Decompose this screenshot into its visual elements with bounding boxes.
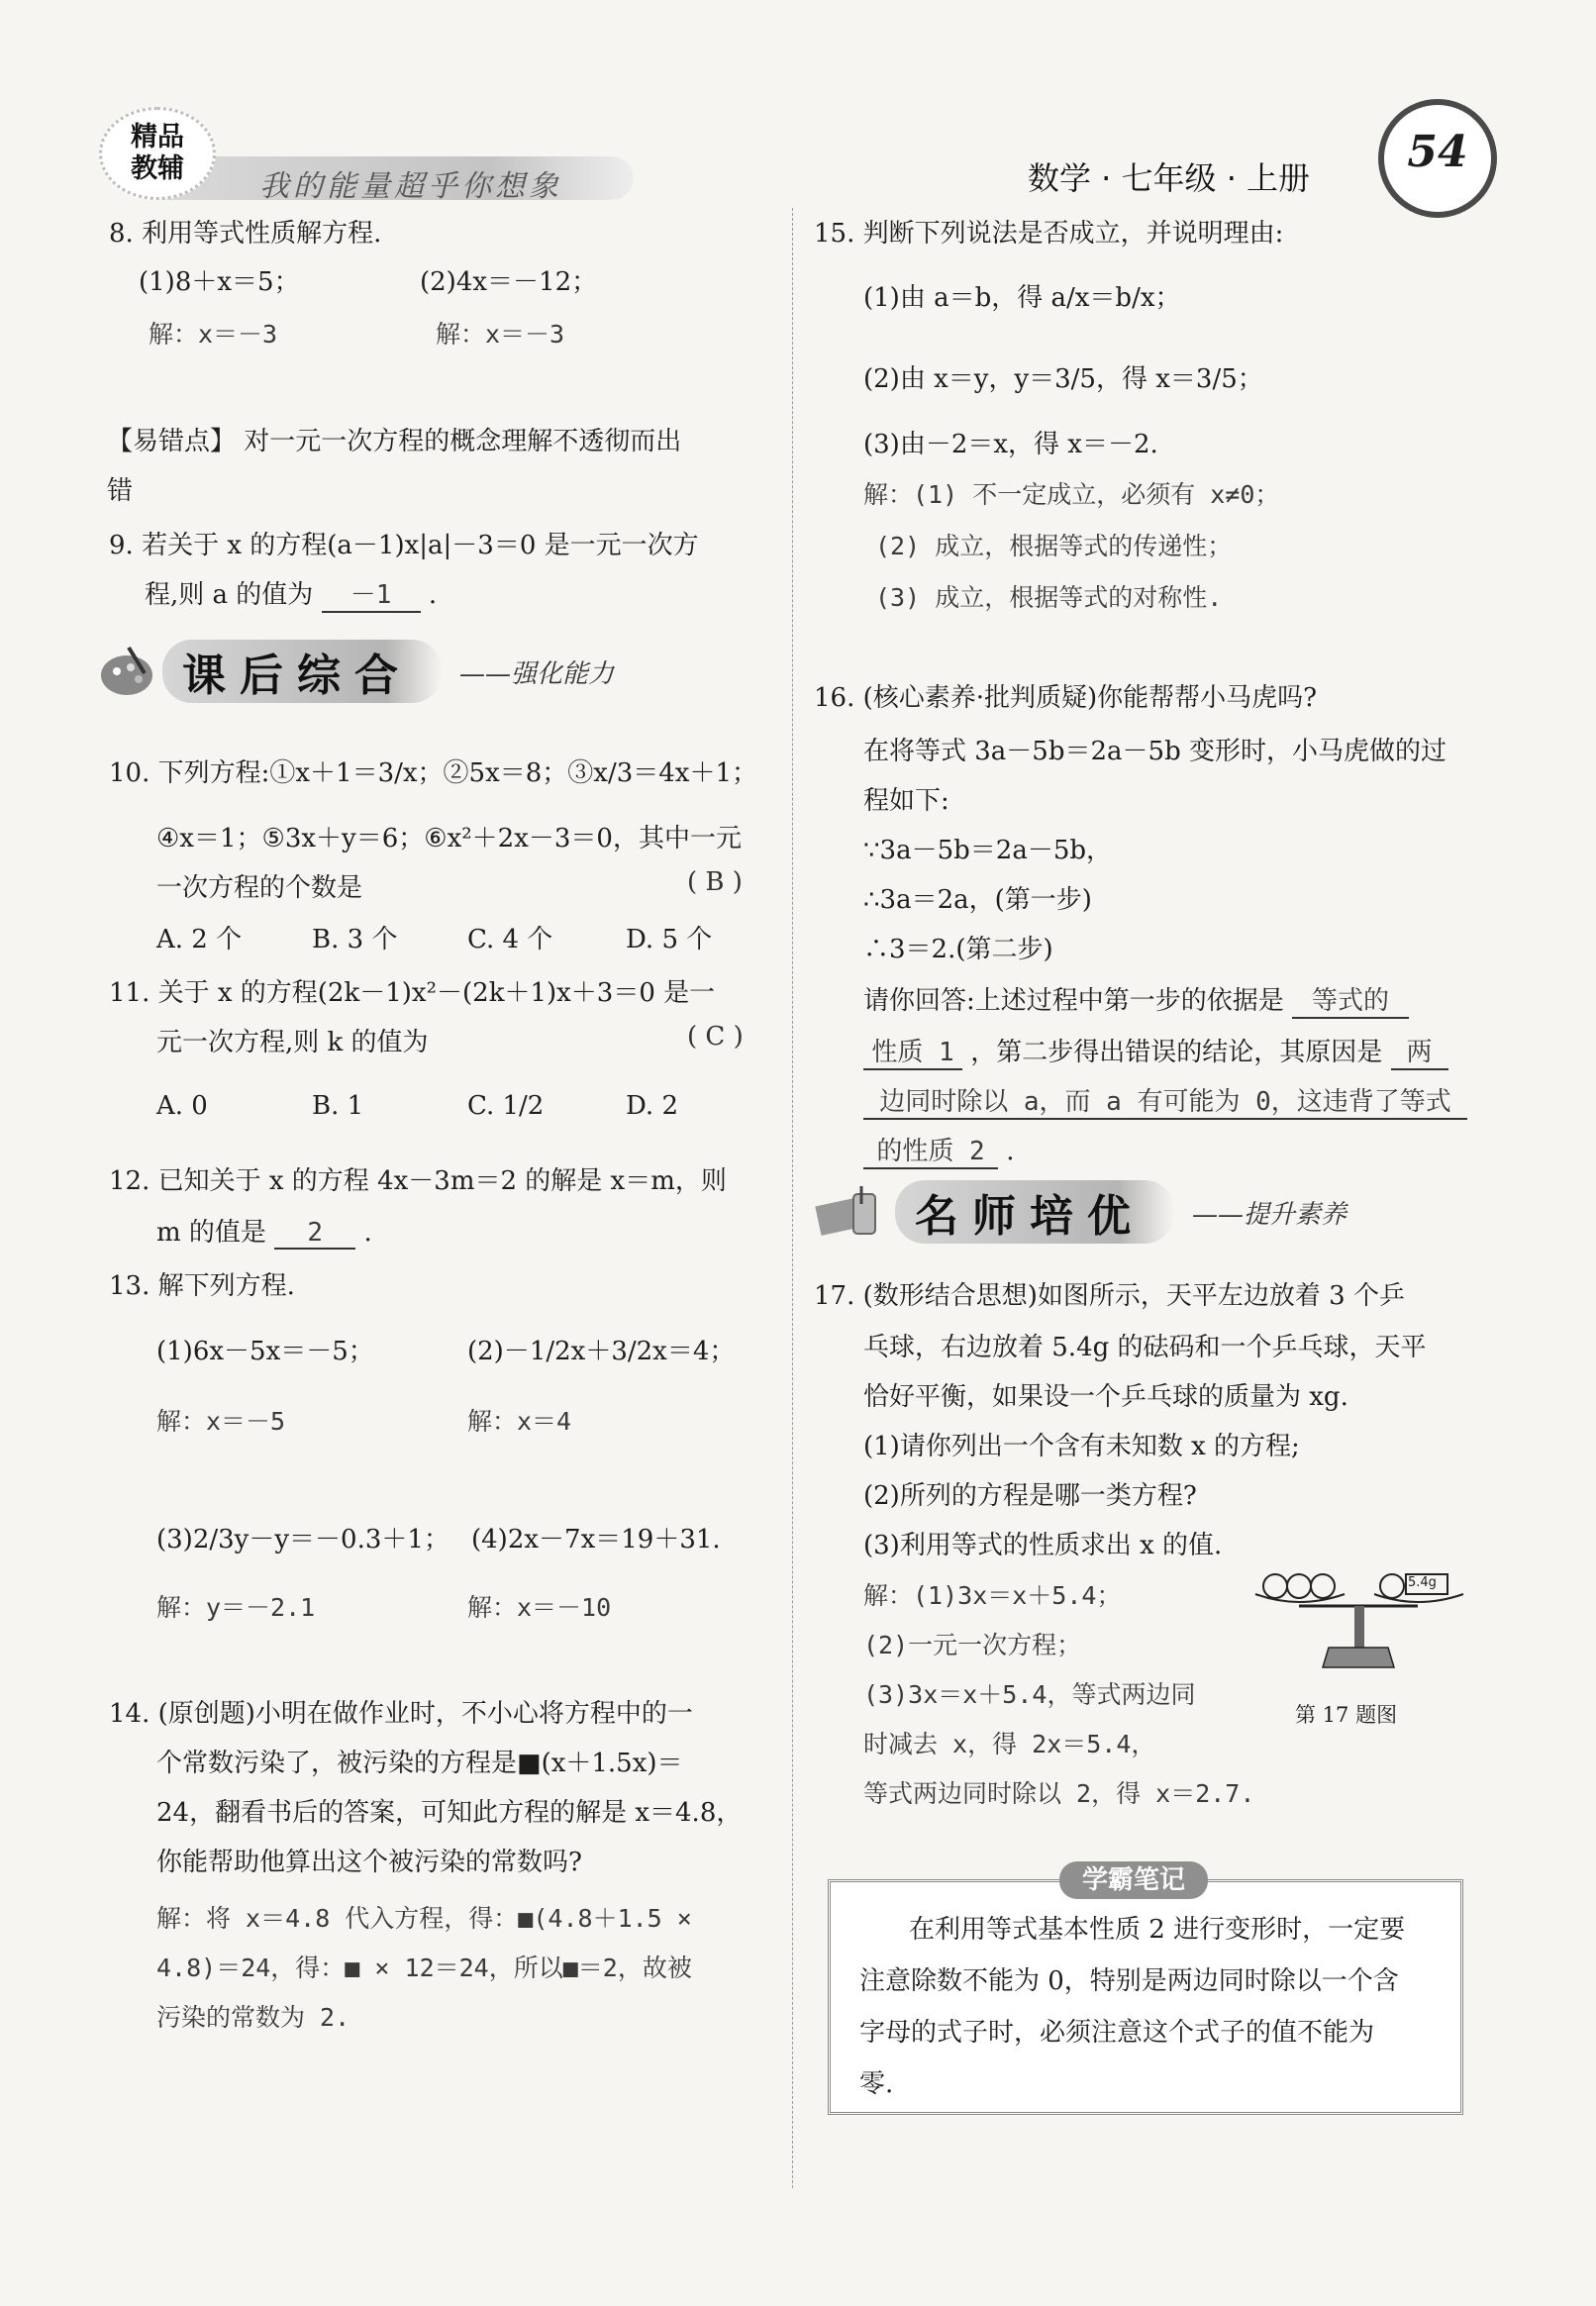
q13-answer4: 解：x＝－10 [467, 1593, 612, 1622]
q12-line2-post: . [363, 1218, 372, 1248]
page-number: 54 [1378, 99, 1497, 218]
q13-part1: (1)6x－5x＝－5； [156, 1337, 374, 1366]
q17-line3: 恰好平衡，如果设一个乒乓球的质量为 xg. [863, 1382, 1348, 1412]
section-excellence [814, 1180, 1347, 1244]
section-subtitle: ——强化能力 [459, 658, 615, 689]
q17-part3: (3)利用等式的性质求出 x 的值. [863, 1531, 1223, 1560]
q14-line3: 24，翻看书后的答案，可知此方程的解是 x＝4.8， [156, 1798, 743, 1828]
q10-option-c: C. 4 个 [467, 925, 553, 954]
q8-answer2: 解：x＝－3 [436, 320, 565, 349]
q10-line2: ④x＝1；⑤3x＋y＝6；⑥x²＋2x－3＝0，其中一元 [156, 824, 742, 853]
q16-step1: ∴3a＝2a，(第一步) [863, 885, 1092, 915]
q16-blank2b: 边同时除以 a，而 a 有可能为 0，这违背了等式 [863, 1081, 1467, 1120]
q11-option-d: D. 2 [626, 1091, 678, 1121]
q9-line1: 9. 若关于 x 的方程(a－1)x|a|－3＝0 是一元一次方 [109, 531, 699, 560]
q16-question-end: . [1006, 1137, 1015, 1166]
q11-option-c: C. 1/2 [467, 1091, 545, 1121]
q10-line3: 一次方程的个数是 [156, 873, 363, 903]
logo [99, 107, 216, 200]
study-note-title: 学霸笔记 [1059, 1861, 1208, 1899]
q14-line1: 14. (原创题)小明在做作业时，不小心将方程中的一 [109, 1699, 693, 1729]
q16-line3: 程如下: [863, 786, 949, 816]
q10-option-d: D. 5 个 [626, 925, 713, 954]
mistake-line2: 错 [107, 476, 134, 506]
q16-question-line4 [863, 1131, 1015, 1169]
q15-answer3: (3) 成立，根据等式的对称性. [875, 583, 1223, 612]
q16-blank2a: 两 [1391, 1032, 1448, 1070]
section-title-2: 名师培优 [895, 1180, 1174, 1244]
q16-step0: ∵3a－5b＝2a－5b， [863, 836, 1112, 865]
palette-icon [99, 644, 158, 699]
q15-part3: (3)由－2＝x，得 x＝－2. [863, 430, 1158, 459]
tagline: 我的能量超乎你想象 [259, 169, 562, 204]
q17-answer3: (3)3x＝x＋5.4，等式两边同 [863, 1680, 1196, 1709]
q15-part1: (1)由 a＝b，得 a/x＝b/x； [863, 283, 1181, 313]
q13-answer1: 解：x＝－5 [156, 1407, 286, 1436]
q8-part2: (2)4x＝－12； [420, 267, 598, 297]
section-title: 课后综合 [162, 640, 442, 703]
note-line: 在利用等式基本性质 2 进行变形时，一定要 [909, 1915, 1406, 1945]
q13-part4: (4)2x－7x＝19＋31. [471, 1525, 721, 1554]
q14-line2: 个常数污染了，被污染的方程是■(x＋1.5x)＝ [156, 1749, 683, 1778]
q9-answer: －1 [322, 574, 421, 613]
q15-answer2: (2) 成立，根据等式的传递性； [875, 532, 1233, 560]
q16-question-pre: 请你回答:上述过程中第一步的依据是 [863, 986, 1284, 1016]
q8-answer1: 解：x＝－3 [149, 320, 278, 349]
q17-line2: 乓球，右边放着 5.4g 的砝码和一个乒乓球，天平 [863, 1333, 1427, 1362]
q16-blank1b: 性质 1 [863, 1032, 962, 1070]
q10-option-a: A. 2 个 [156, 925, 243, 954]
q17-part1: (1)请你列出一个含有未知数 x 的方程; [863, 1432, 1300, 1461]
q15-part2: (2)由 x＝y，y＝3/5，得 x＝3/5； [863, 364, 1263, 394]
q13-answer3: 解：y＝－2.1 [156, 1593, 316, 1622]
q17-part2: (2)所列的方程是哪一类方程? [863, 1481, 1197, 1511]
q11-line2: 元一次方程,则 k 的值为 [156, 1028, 429, 1057]
column-divider [792, 208, 793, 2188]
q10-line1: 10. 下列方程:①x＋1＝3/x；②5x＝8；③x/3＝4x＋1； [109, 758, 758, 788]
q11-line1: 11. 关于 x 的方程(2k－1)x²－(2k＋1)x＋3＝0 是一 [109, 978, 716, 1008]
q13-part2: (2)－1/2x＋3/2x＝4； [467, 1337, 736, 1366]
q14-answer1: 解：将 x＝4.8 代入方程，得：■(4.8＋1.5 × [156, 1904, 692, 1933]
q17-answer1: 解：(1)3x＝x＋5.4； [863, 1581, 1122, 1610]
q15-answer1: 解：(1) 不一定成立，必须有 x≠0； [863, 480, 1280, 509]
logo-top: 精品 [131, 122, 184, 152]
q16-step2: ∴3＝2.(第二步) [863, 935, 1053, 964]
q11-answer: ( C ) [687, 1022, 744, 1052]
q17-answer4: 时减去 x，得 2x＝5.4， [863, 1730, 1156, 1758]
mistake-line1: 【易错点】 对一元一次方程的概念理解不透彻而出 [107, 427, 682, 456]
q11-option-a: A. 0 [156, 1091, 208, 1121]
q14-answer3: 污染的常数为 2. [156, 2003, 350, 2032]
figure-caption: 第 17 题图 [1295, 1703, 1398, 1727]
logo-bottom: 教辅 [131, 153, 184, 184]
q12-line1: 12. 已知关于 x 的方程 4x－3m＝2 的解是 x＝m，则 [109, 1166, 727, 1196]
q10-option-b: B. 3 个 [312, 925, 398, 954]
section-subtitle-2: ——提升素养 [1192, 1199, 1347, 1230]
q16-blank1a: 等式的 [1292, 980, 1409, 1019]
books-icon [814, 1184, 891, 1240]
q16-blank2c: 的性质 2 [863, 1131, 998, 1169]
q17-line1: 17. (数形结合思想)如图所示，天平左边放着 3 个乒 [814, 1281, 1405, 1311]
q9-line2-post: . [428, 580, 438, 610]
q16-question-line2 [863, 1032, 1448, 1070]
q14-answer2: 4.8)＝24，得：■ × 12＝24，所以■＝2，故被 [156, 1954, 692, 1982]
q16-question-line3 [863, 1081, 1467, 1120]
q13-answer2: 解：x＝4 [467, 1407, 572, 1436]
q16-line2: 在将等式 3a－5b＝2a－5b 变形时，小马虎做的过 [863, 737, 1446, 766]
weight-label: 5.4g [1408, 1575, 1437, 1590]
q16-question-mid: ，第二步得出错误的结论，其原因是 [970, 1038, 1383, 1067]
q15-stem: 15. 判断下列说法是否成立，并说明理由: [814, 219, 1284, 249]
q8-stem: 8. 利用等式性质解方程. [109, 219, 382, 249]
q12-line2 [156, 1212, 372, 1250]
subject-label: 数学 · 七年级 · 上册 [1028, 159, 1311, 197]
q17-answer5: 等式两边同时除以 2，得 x＝2.7. [863, 1779, 1255, 1808]
q13-part3: (3)2/3y－y＝－0.3＋1； [156, 1525, 449, 1554]
q12-answer: 2 [274, 1218, 355, 1250]
q17-answer2: (2)一元一次方程； [863, 1631, 1082, 1659]
q13-stem: 13. 解下列方程. [109, 1271, 295, 1301]
note-line: 注意除数不能为 0，特别是两边同时除以一个含 [859, 1966, 1399, 1996]
note-line: 零. [859, 2069, 894, 2099]
section-homework [99, 640, 614, 703]
q12-line2-pre: m 的值是 [156, 1218, 266, 1248]
note-line: 字母的式子时，必须注意这个式子的值不能为 [859, 2018, 1375, 2048]
balance-figure [1249, 1570, 1477, 1679]
q9-line2-pre: 程,则 a 的值为 [145, 580, 314, 610]
q16-question [863, 980, 1409, 1019]
q9-line2 [145, 574, 437, 613]
q11-option-b: B. 1 [312, 1091, 364, 1121]
q16-line1: 16. (核心素养·批判质疑)你能帮帮小马虎吗? [814, 683, 1318, 713]
q10-answer: ( B ) [687, 867, 743, 897]
q14-line4: 你能帮助他算出这个被污染的常数吗? [156, 1848, 582, 1877]
q8-part1: (1)8＋x＝5； [139, 267, 300, 297]
